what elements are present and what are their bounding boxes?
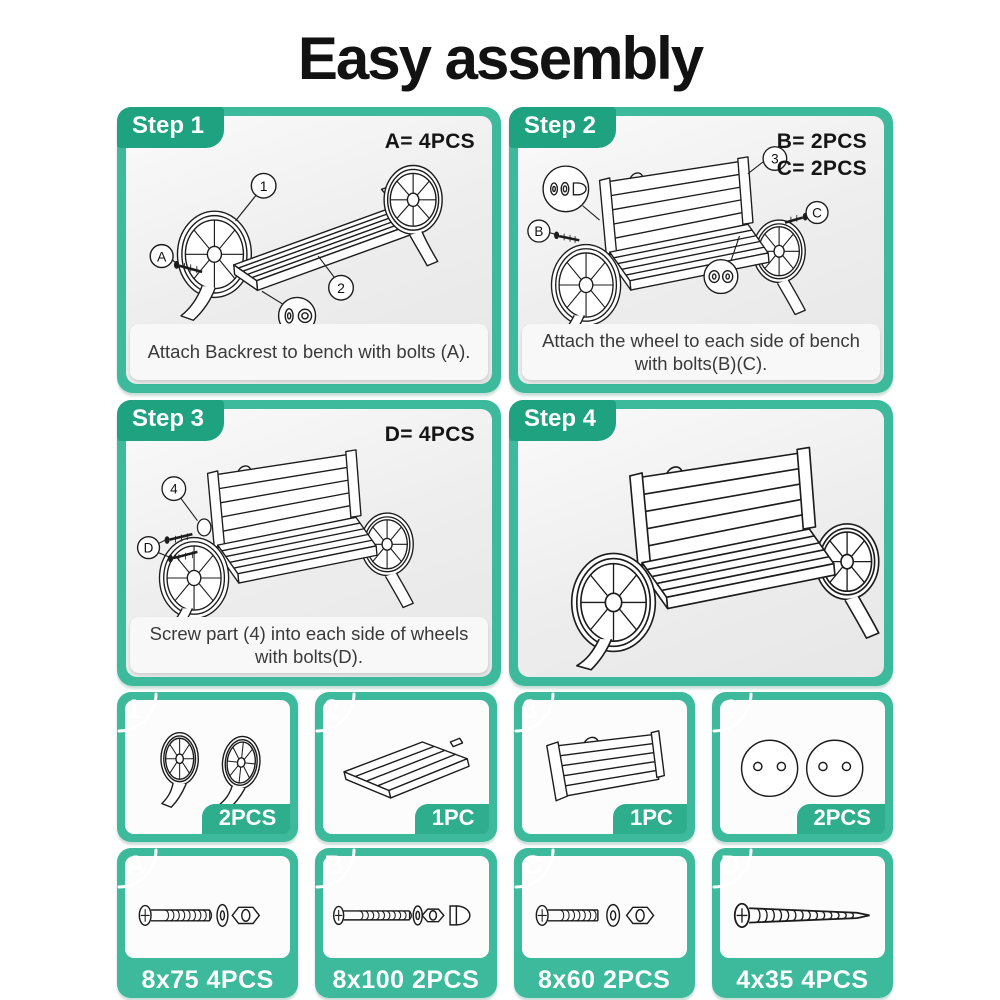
hardware-D-spec: 4x35 4PCS: [736, 966, 869, 994]
step-1-caption: Attach Backrest to bench with bolts (A).: [130, 324, 488, 380]
part-panel-4: [712, 692, 893, 842]
step-panel-4: [509, 400, 893, 686]
step-3-tab: Step 3: [117, 400, 224, 441]
part-panel-3: [514, 692, 695, 842]
step-panel-1: [117, 107, 501, 393]
step-3-parts-note: [385, 421, 475, 448]
step-1-illustration: [130, 140, 454, 344]
step-4-tab: Step 4: [509, 400, 616, 441]
hardware-C-spec: 8x60 2PCS: [537, 966, 671, 994]
part-panel-1: [117, 692, 298, 842]
callout-B: B: [534, 224, 544, 240]
parts-note-line: C= 2PCS: [776, 157, 867, 181]
part-3-number: 3: [522, 694, 538, 724]
step-2-tab: Step 2: [509, 107, 616, 148]
step-4-illustration: [522, 423, 890, 673]
hardware-A-spec: 8x75 4PCS: [141, 966, 274, 994]
callout-1: 1: [259, 178, 268, 195]
hardware-panel-A: [117, 848, 298, 998]
hardware-A-letter: A: [126, 850, 146, 880]
hardware-grid: [117, 848, 893, 998]
parts-note-line: D= 4PCS: [384, 423, 475, 446]
part-3-qty: 1PC: [613, 804, 687, 834]
step-2-parts-note: [777, 128, 867, 183]
step-3-illustration: [130, 433, 440, 637]
callout-2: 2: [337, 279, 345, 296]
part-2-qty: 1PC: [415, 804, 489, 834]
part-1-qty: 2PCS: [202, 804, 290, 834]
parts-note-line: B= 2PCS: [776, 130, 867, 153]
content-column: [117, 107, 893, 998]
step-2-caption: Attach the wheel to each side of bench with bolts(B)(C).: [522, 324, 880, 380]
hardware-D-letter: D: [720, 850, 741, 880]
step-1-tab: Step 1: [117, 107, 224, 148]
hardware-C-letter: C: [522, 850, 542, 880]
hardware-B-letter: B: [324, 850, 344, 880]
callout-3: 3: [771, 151, 779, 167]
step-panel-2: [509, 107, 893, 393]
step-4-body: [518, 409, 884, 677]
part-panel-2: [315, 692, 496, 842]
part-4-qty: 2PCS: [797, 804, 885, 834]
part-1-number: 1: [126, 694, 142, 724]
hardware-B-spec: 8x100 2PCS: [332, 966, 480, 994]
part-4-number: 4: [720, 694, 736, 724]
hardware-panel-C: [514, 848, 695, 998]
parts-grid: [117, 692, 893, 842]
step-1-parts-note: [385, 128, 475, 155]
hardware-panel-D: [712, 848, 893, 998]
step-1-body: [126, 116, 492, 384]
hardware-panel-B: [315, 848, 496, 998]
page-title: Easy assembly: [297, 25, 703, 92]
callout-A: A: [156, 248, 167, 265]
parts-note-line: A= 4PCS: [384, 130, 475, 153]
step-2-body: [518, 116, 884, 384]
callout-4: 4: [170, 481, 178, 497]
step-panel-3: [117, 400, 501, 686]
part-2-number: 2: [324, 694, 340, 724]
steps-grid: [117, 107, 893, 686]
callout-C: C: [812, 205, 822, 221]
callout-D: D: [143, 540, 154, 556]
step-3-body: [126, 409, 492, 677]
step-3-caption: Screw part (4) into each side of wheels with bolts(D).: [130, 617, 488, 673]
